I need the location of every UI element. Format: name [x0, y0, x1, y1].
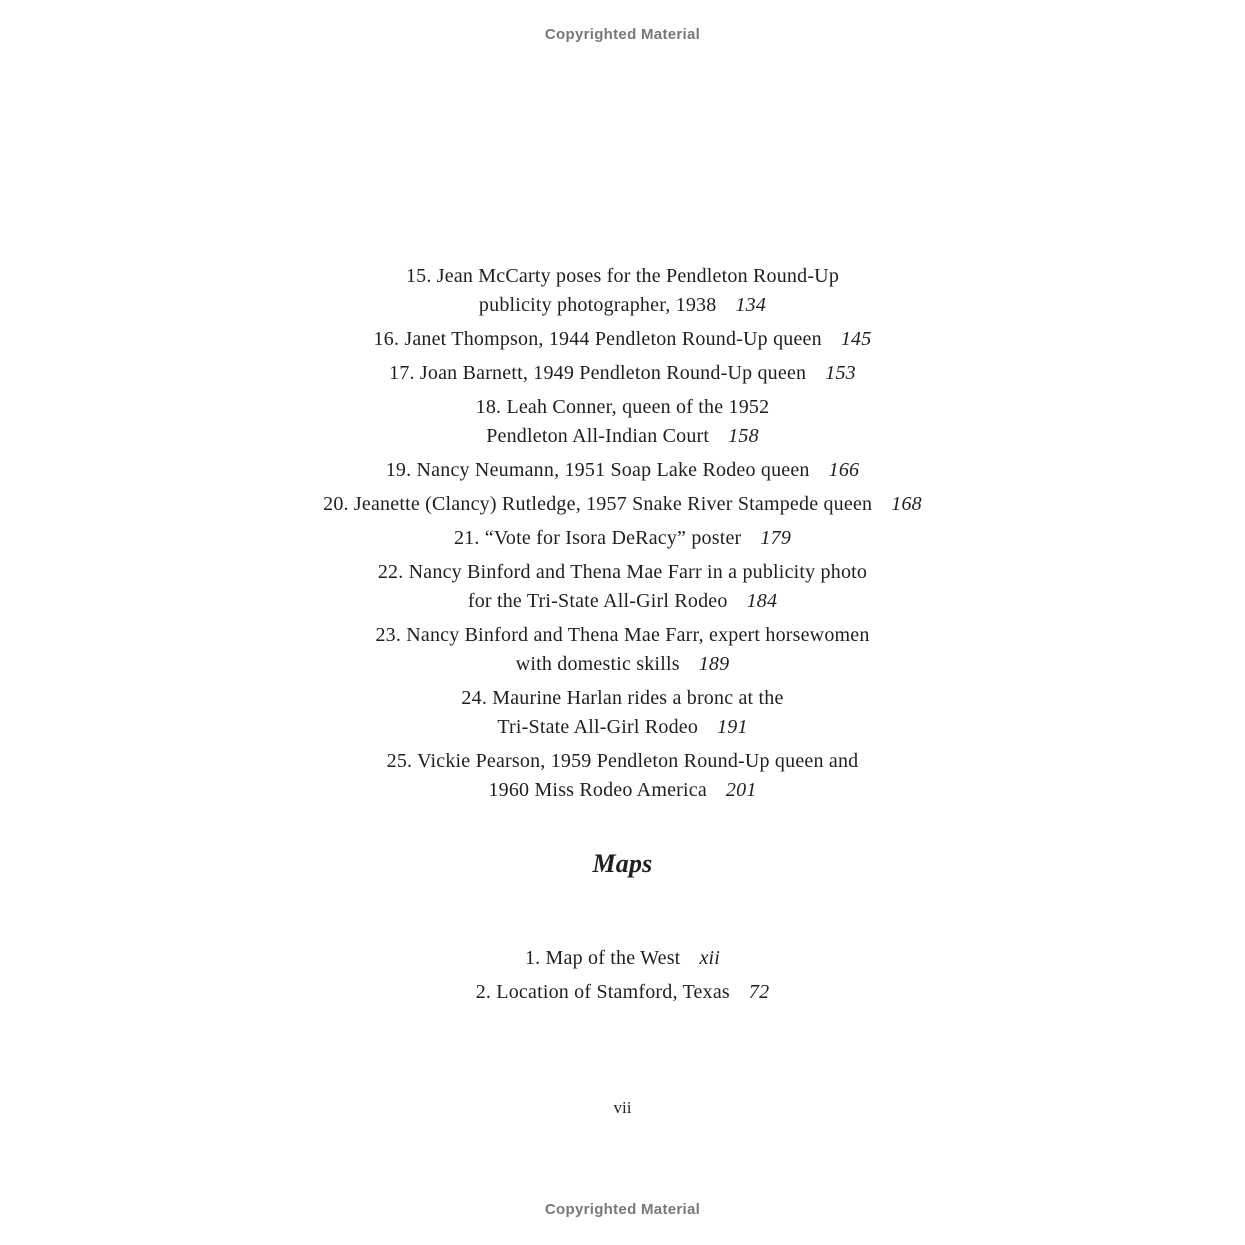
illustration-entry	[0, 684, 1245, 742]
illustration-entry	[0, 524, 1245, 553]
illustration-entry	[0, 558, 1245, 616]
entry-line: 18. Leah Conner, queen of the 1952	[475, 396, 770, 418]
entry-line: 15. Jean McCarty poses for the Pendleton Round-Up	[405, 265, 840, 287]
entry-line: 25. Vickie Pearson, 1959 Pendleton Round-Up queen and	[386, 750, 859, 772]
page-reference: 189	[698, 653, 730, 675]
entry-line: 16. Janet Thompson, 1944 Pendleton Round-Up queen 145	[373, 328, 872, 350]
entry-line: 23. Nancy Binford and Thena Mae Farr, expert horsewomen	[375, 624, 870, 646]
entry-line: for the Tri-State All-Girl Rodeo 184	[467, 590, 778, 612]
page-reference: 145	[840, 328, 872, 350]
illustration-entries	[0, 262, 1245, 805]
page-reference: 168	[891, 493, 922, 515]
entry-line: 1960 Miss Rodeo America 201	[488, 779, 757, 801]
page-reference: 153	[825, 362, 856, 384]
entry-line: Tri-State All-Girl Rodeo 191	[497, 716, 748, 738]
page-reference: 184	[746, 590, 778, 612]
entry-line: with domestic skills 189	[515, 653, 730, 675]
page-reference: 191	[717, 716, 748, 738]
illustration-entry	[0, 490, 1245, 519]
illustration-entry	[0, 621, 1245, 679]
illustration-entry	[0, 747, 1245, 805]
entry-line: 19. Nancy Neumann, 1951 Soap Lake Rodeo queen 166	[385, 459, 860, 481]
entry-line: 24. Maurine Harlan rides a bronc at the	[461, 687, 784, 709]
page-reference: 158	[728, 425, 759, 447]
maps-heading: Maps	[592, 849, 653, 878]
entry-line: 17. Joan Barnett, 1949 Pendleton Round-Up queen 153	[389, 362, 856, 384]
entry-line: 21. “Vote for Isora DeRacy” poster 179	[453, 527, 792, 549]
page-reference: 134	[735, 294, 767, 316]
copyright-notice-bottom: Copyrighted Material	[544, 1201, 701, 1218]
illustration-entry	[0, 325, 1245, 354]
illustration-entry	[0, 456, 1245, 485]
entry-line: Pendleton All-Indian Court 158	[486, 425, 759, 447]
map-entry	[0, 944, 1245, 973]
page-reference: 201	[725, 779, 757, 801]
page-reference: xii	[699, 947, 721, 969]
entry-line: publicity photographer, 1938 134	[478, 294, 767, 316]
copyright-notice-top: Copyrighted Material	[544, 26, 701, 43]
entry-line: 1. Map of the West xii	[524, 947, 721, 969]
illustration-entry	[0, 393, 1245, 451]
page-reference: 72	[748, 981, 770, 1003]
entry-line: 22. Nancy Binford and Thena Mae Farr in a publicity photo	[377, 561, 868, 583]
illustration-entry	[0, 359, 1245, 388]
page-content	[0, 262, 1245, 1012]
map-entry	[0, 978, 1245, 1007]
illustration-entry	[0, 262, 1245, 320]
entry-line: 2. Location of Stamford, Texas 72	[475, 981, 770, 1003]
entry-line: 20. Jeanette (Clancy) Rutledge, 1957 Snake River Stampede queen 168	[323, 493, 922, 515]
page-reference: 179	[760, 527, 792, 549]
page-reference: 166	[828, 459, 860, 481]
map-entries	[0, 944, 1245, 1007]
page-number: vii	[613, 1098, 632, 1117]
